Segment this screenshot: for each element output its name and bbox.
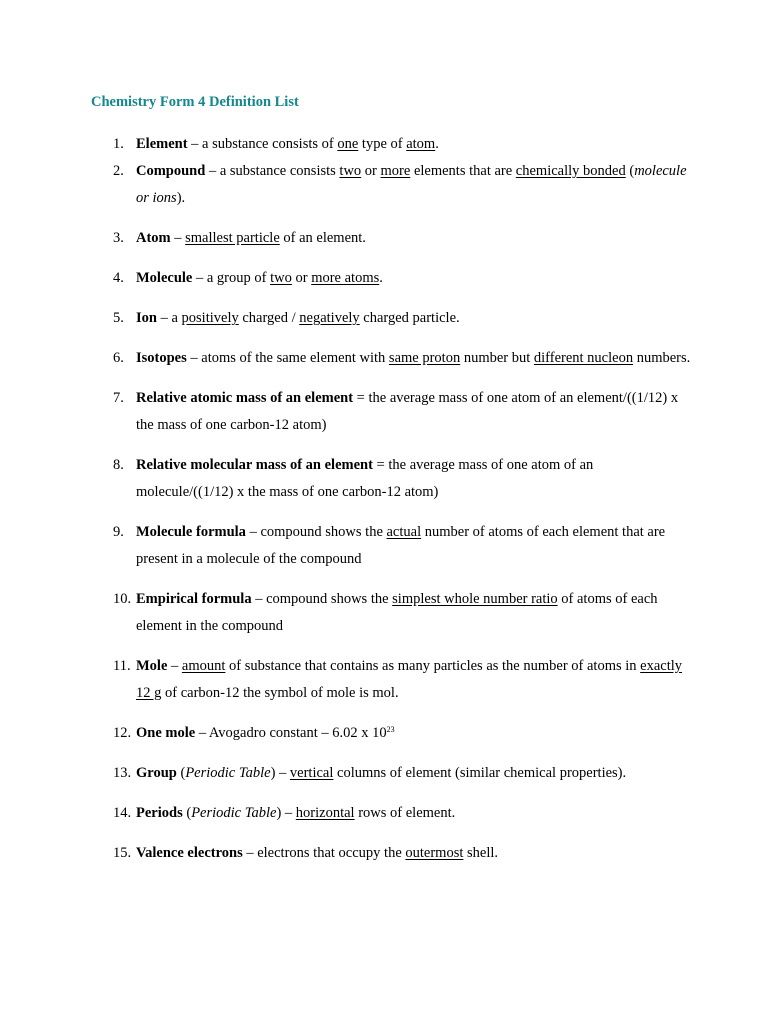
text: . (435, 136, 439, 152)
text: shell. (463, 845, 499, 861)
definition-item-isotopes (91, 345, 691, 372)
text: numbers. (633, 350, 691, 366)
text: ) – (270, 765, 290, 781)
text: ) – (276, 805, 296, 821)
document-title: Chemistry Form 4 Definition List (91, 94, 299, 110)
term: Molecule (136, 270, 193, 286)
term: Element (136, 136, 188, 152)
definition-item-molecule (91, 265, 691, 292)
definition-item-group (91, 760, 691, 787)
definition-item-empirical-formula (91, 586, 691, 640)
definition-item-element (91, 131, 691, 158)
definition-item-mole (91, 653, 691, 707)
term: Molecule formula (136, 524, 246, 540)
keyword: chemically bonded (515, 163, 626, 179)
item-number: 5. (113, 310, 124, 326)
keyword: atom (406, 136, 436, 152)
italic-text: Periodic Table (191, 805, 277, 821)
text: – (170, 230, 186, 246)
term: Relative atomic mass of an element (136, 390, 354, 406)
keyword: horizontal (295, 805, 355, 821)
text: – (167, 658, 182, 674)
text: ( (182, 805, 192, 821)
item-number: 6. (113, 350, 124, 366)
text: – a substance consists of (187, 136, 338, 152)
term: Group (136, 765, 177, 781)
definition-item-compound (91, 158, 691, 212)
item-number: 13. (113, 765, 132, 781)
keyword: amount (181, 658, 226, 674)
keyword: vertical (289, 765, 334, 781)
keyword: two (339, 163, 362, 179)
definition-item-periods (91, 800, 691, 827)
definition-item-molecule-formula (91, 519, 691, 573)
term: Empirical formula (136, 591, 252, 607)
definition-item-relative-atomic-mass (91, 385, 691, 439)
term: Valence electrons (136, 845, 243, 861)
keyword: one (337, 136, 359, 152)
text: = the average mass of one atom of an element/((1/12) x the mass of one carbon-12 atom) (136, 390, 679, 433)
text: = the average mass of one atom of an molecule/((1/12) x the mass of one carbon-12 atom) (136, 457, 594, 500)
text: number of atoms of each element that are present in a molecule of the compound (136, 524, 666, 567)
item-number: 4. (113, 270, 124, 286)
term: Ion (136, 310, 157, 326)
text: number but (460, 350, 534, 366)
text: – atoms of the same element with (186, 350, 389, 366)
text: – a group of (192, 270, 271, 286)
item-number: 1. (113, 136, 124, 152)
item-number: 8. (113, 457, 124, 473)
definition-item-valence-electrons (91, 840, 691, 867)
keyword: more (380, 163, 411, 179)
term: Compound (136, 163, 206, 179)
item-number: 9. (113, 524, 124, 540)
text: – a substance consists (205, 163, 340, 179)
text: rows of element. (354, 805, 456, 821)
item-number: 7. (113, 390, 124, 406)
item-number: 3. (113, 230, 124, 246)
text: – Avogadro constant – 6.02 x 10 (195, 725, 387, 741)
text: of an element. (279, 230, 366, 246)
text: elements that are (410, 163, 516, 179)
item-number: 12. (113, 725, 132, 741)
text: of substance that contains as many particles as the number of atoms in (225, 658, 641, 674)
text: ). (176, 190, 186, 206)
keyword: more atoms (311, 270, 380, 286)
keyword: outermost (405, 845, 464, 861)
text: charged particle. (359, 310, 460, 326)
item-number: 14. (113, 805, 132, 821)
text: or (361, 163, 381, 179)
italic-text: molecule or ions (136, 163, 687, 206)
definition-item-one-mole (91, 720, 691, 747)
italic-text: Periodic Table (185, 765, 271, 781)
exponent: 23 (386, 725, 395, 734)
text: charged / (238, 310, 300, 326)
text: – compound shows the (245, 524, 387, 540)
term: Mole (136, 658, 168, 674)
keyword: negatively (299, 310, 360, 326)
keyword: two (270, 270, 292, 286)
text: columns of element (similar chemical properties). (333, 765, 627, 781)
text: of atoms of each element in the compound (136, 591, 658, 634)
keyword: same proton (388, 350, 461, 366)
definition-item-ion (91, 305, 691, 332)
term: Atom (136, 230, 171, 246)
text: or (291, 270, 312, 286)
text: ( (176, 765, 186, 781)
keyword: simplest whole number ratio (392, 591, 558, 607)
text: . (379, 270, 383, 286)
keyword: exactly 12 g (136, 658, 683, 701)
keyword: smallest particle (185, 230, 280, 246)
text: ( (625, 163, 635, 179)
item-number: 10. (113, 591, 132, 607)
keyword: positively (181, 310, 239, 326)
item-number: 11. (113, 658, 131, 674)
text: – electrons that occupy the (242, 845, 406, 861)
keyword: actual (386, 524, 422, 540)
text: of carbon-12 the symbol of mole is mol. (161, 685, 399, 701)
item-number: 2. (113, 163, 124, 179)
term: Periods (136, 805, 183, 821)
item-number: 15. (113, 845, 132, 861)
definition-item-relative-molecular-mass (91, 452, 691, 506)
definition-item-atom (91, 225, 691, 252)
text: – a (156, 310, 182, 326)
keyword: different nucleon (533, 350, 634, 366)
term: One mole (136, 725, 196, 741)
term: Relative molecular mass of an element (136, 457, 373, 473)
definition-list (91, 131, 691, 880)
text: – compound shows the (251, 591, 393, 607)
term: Isotopes (136, 350, 187, 366)
text: type of (358, 136, 407, 152)
